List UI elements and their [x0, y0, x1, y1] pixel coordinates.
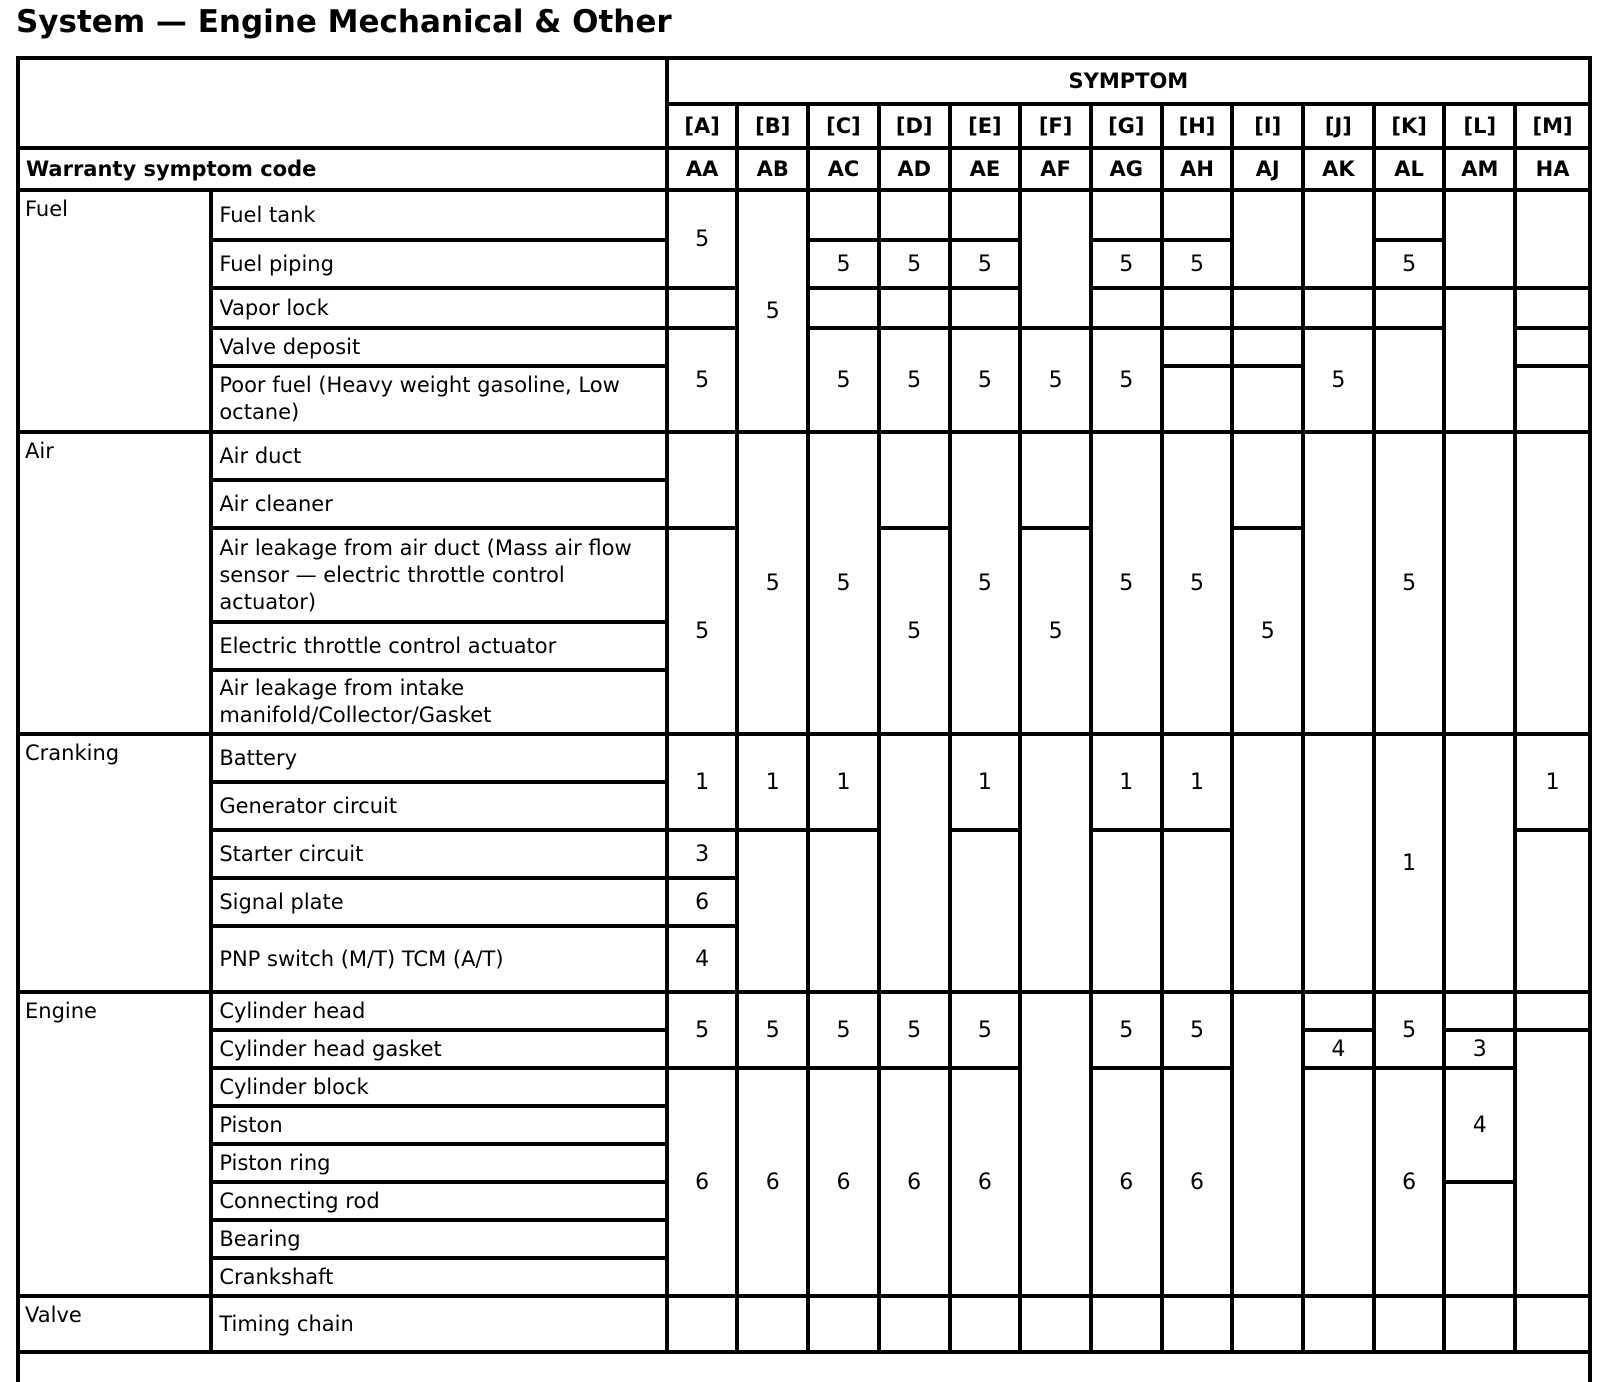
empty-cell: [1091, 190, 1162, 240]
code-ak: AK: [1303, 148, 1374, 190]
value-cell: 5: [1091, 432, 1162, 734]
empty-cell: [1232, 366, 1303, 432]
item-cylinder-head: Cylinder head: [211, 992, 666, 1030]
value-cell: 5: [667, 992, 738, 1068]
empty-cell: [808, 1296, 879, 1352]
group-fuel: Fuel: [20, 190, 211, 432]
empty-cell: [1444, 288, 1515, 432]
value-cell: 1: [950, 734, 1021, 830]
letter-h: [H]: [1162, 104, 1233, 148]
item-fuel-piping: Fuel piping: [211, 240, 666, 288]
value-cell: 5: [1091, 240, 1162, 288]
code-aa: AA: [667, 148, 738, 190]
empty-cell: [1232, 328, 1303, 366]
empty-cell: [1374, 328, 1445, 432]
empty-cell: [950, 1296, 1021, 1352]
item-cylinder-head-gasket: Cylinder head gasket: [211, 1030, 666, 1068]
empty-cell: [1232, 190, 1303, 288]
value-cell: 6: [667, 878, 738, 926]
value-cell: 5: [1162, 992, 1233, 1068]
empty-cell: [950, 190, 1021, 240]
empty-cell: [1515, 1296, 1588, 1352]
empty-cell: [1020, 1296, 1091, 1352]
value-cell: 5: [808, 328, 879, 432]
empty-cell: [879, 1296, 950, 1352]
value-cell: 5: [1162, 240, 1233, 288]
code-ha: HA: [1515, 148, 1588, 190]
empty-cell: [1232, 1296, 1303, 1352]
value-cell: 5: [950, 992, 1021, 1068]
empty-cell: [667, 1296, 738, 1352]
empty-cell: [1444, 734, 1515, 992]
value-cell: 5: [879, 328, 950, 432]
code-ag: AG: [1091, 148, 1162, 190]
item-air-cleaner: Air cleaner: [211, 480, 666, 528]
item-air-duct: Air duct: [211, 432, 666, 480]
code-al: AL: [1374, 148, 1445, 190]
empty-cell: [1303, 432, 1374, 734]
empty-cell: [879, 190, 950, 240]
value-cell: 4: [1303, 1030, 1374, 1068]
letter-e: [E]: [950, 104, 1021, 148]
value-cell: 6: [667, 1068, 738, 1296]
item-battery: Battery: [211, 734, 666, 782]
value-cell: 6: [808, 1068, 879, 1296]
item-pnp-switch: PNP switch (M/T) TCM (A/T): [211, 926, 666, 992]
empty-cell: [1515, 830, 1588, 992]
code-aj: AJ: [1232, 148, 1303, 190]
empty-cell: [1162, 288, 1233, 328]
item-timing-chain: Timing chain: [211, 1296, 666, 1352]
item-cylinder-block: Cylinder block: [211, 1068, 666, 1106]
value-cell: 5: [667, 190, 738, 288]
empty-cell: [1162, 366, 1233, 432]
value-cell: 6: [1374, 1068, 1445, 1296]
empty-cell: [1303, 992, 1374, 1030]
item-poor-fuel: Poor fuel (Heavy weight gasoline, Low octane): [211, 366, 666, 432]
value-cell: 5: [808, 432, 879, 734]
empty-cell: [737, 1296, 808, 1352]
symptom-header: SYMPTOM: [667, 60, 1588, 104]
empty-cell: [1515, 1030, 1588, 1296]
item-bearing: Bearing: [211, 1220, 666, 1258]
code-ac: AC: [808, 148, 879, 190]
value-cell: 1: [737, 734, 808, 830]
item-starter-circuit: Starter circuit: [211, 830, 666, 878]
empty-cell: [667, 288, 738, 328]
empty-cell: [1162, 1296, 1233, 1352]
empty-cell: [1303, 1068, 1374, 1296]
symptom-table: [16, 56, 1592, 1382]
item-piston: Piston: [211, 1106, 666, 1144]
empty-cell: [1020, 992, 1091, 1296]
value-cell: 5: [737, 992, 808, 1068]
empty-cell: [950, 830, 1021, 992]
item-air-leakage-manifold: Air leakage from intake manifold/Collector/Gasket: [211, 670, 666, 734]
empty-cell: [1162, 830, 1233, 992]
value-cell: 1: [1091, 734, 1162, 830]
empty-cell: [1374, 1296, 1445, 1352]
empty-cell: [1444, 1182, 1515, 1296]
empty-cell: [1515, 432, 1588, 734]
letter-c: [C]: [808, 104, 879, 148]
value-cell: 5: [1232, 528, 1303, 734]
empty-cell: [1162, 328, 1233, 366]
item-valve-deposit: Valve deposit: [211, 328, 666, 366]
letter-m: [M]: [1515, 104, 1588, 148]
group-engine: Engine: [20, 992, 211, 1296]
value-cell: 1: [667, 734, 738, 830]
value-cell: 5: [1162, 432, 1233, 734]
empty-cell: [1303, 190, 1374, 288]
empty-cell: [1303, 734, 1374, 992]
value-cell: 5: [950, 240, 1021, 288]
empty-cell: [1091, 288, 1162, 328]
value-cell: 5: [667, 328, 738, 432]
item-crankshaft: Crankshaft: [211, 1258, 666, 1296]
empty-cell: [1232, 432, 1303, 528]
item-connecting-rod: Connecting rod: [211, 1182, 666, 1220]
value-cell: 5: [667, 528, 738, 734]
value-cell: 5: [879, 528, 950, 734]
empty-cell: [1515, 992, 1588, 1030]
value-cell: 5: [950, 432, 1021, 734]
value-cell: 5: [737, 190, 808, 432]
value-cell: 5: [1374, 240, 1445, 288]
item-electric-throttle: Electric throttle control actuator: [211, 622, 666, 670]
empty-cell: [1515, 190, 1588, 288]
letter-g: [G]: [1091, 104, 1162, 148]
empty-cell: [879, 432, 950, 528]
value-cell: 5: [1020, 528, 1091, 734]
empty-cell: [950, 288, 1021, 328]
group-valve: Valve: [20, 1296, 211, 1352]
value-cell: 1: [1515, 734, 1588, 830]
value-cell: 6: [1162, 1068, 1233, 1296]
value-cell: 5: [879, 240, 950, 288]
value-cell: 5: [1374, 992, 1445, 1068]
value-cell: 5: [737, 432, 808, 734]
empty-cell: [1232, 288, 1303, 328]
group-air: Air: [20, 432, 211, 734]
letter-j: [J]: [1303, 104, 1374, 148]
empty-cell: [879, 734, 950, 992]
empty-cell: [808, 190, 879, 240]
value-cell: 5: [879, 992, 950, 1068]
empty-cell: [1444, 432, 1515, 734]
empty-cell: [1515, 366, 1588, 432]
empty-cell: [1232, 992, 1303, 1296]
empty-cell: [737, 830, 808, 992]
value-cell: 5: [1020, 328, 1091, 432]
value-cell: 3: [1444, 1030, 1515, 1068]
value-cell: 6: [1091, 1068, 1162, 1296]
empty-cell: [1444, 1296, 1515, 1352]
empty-cell: [1444, 190, 1515, 288]
empty-cell: [1232, 734, 1303, 992]
letter-d: [D]: [879, 104, 950, 148]
warranty-code-label: Warranty symptom code: [20, 148, 667, 190]
letter-b: [B]: [737, 104, 808, 148]
empty-cell: [879, 288, 950, 328]
empty-cell: [1020, 190, 1091, 328]
letter-f: [F]: [1020, 104, 1091, 148]
empty-cell: [808, 288, 879, 328]
empty-cell: [1162, 190, 1233, 240]
item-generator-circuit: Generator circuit: [211, 782, 666, 830]
value-cell: 6: [879, 1068, 950, 1296]
empty-cell: [1303, 288, 1374, 328]
letter-i: [I]: [1232, 104, 1303, 148]
item-air-leakage-duct: Air leakage from air duct (Mass air flow sensor — electric throttle control actuator): [211, 528, 666, 622]
empty-cell: [667, 432, 738, 528]
item-piston-ring: Piston ring: [211, 1144, 666, 1182]
empty-cell: [1444, 992, 1515, 1030]
empty-cell: [808, 830, 879, 992]
value-cell: 5: [1374, 432, 1445, 734]
empty-cell: [1374, 190, 1445, 240]
empty-cell: [1303, 1296, 1374, 1352]
header-blank: [20, 60, 667, 148]
value-cell: 5: [808, 240, 879, 288]
code-ad: AD: [879, 148, 950, 190]
value-cell: 4: [667, 926, 738, 992]
value-cell: 1: [808, 734, 879, 830]
empty-cell: [1515, 288, 1588, 328]
value-cell: 5: [950, 328, 1021, 432]
code-ah: AH: [1162, 148, 1233, 190]
value-cell: 6: [950, 1068, 1021, 1296]
item-fuel-tank: Fuel tank: [211, 190, 666, 240]
empty-cell: [1091, 830, 1162, 992]
value-cell: 5: [808, 992, 879, 1068]
item-signal-plate: Signal plate: [211, 878, 666, 926]
empty-cell: [1020, 734, 1091, 992]
code-am: AM: [1444, 148, 1515, 190]
value-cell: 1: [1374, 734, 1445, 992]
value-cell: 5: [1091, 328, 1162, 432]
letter-k: [K]: [1374, 104, 1445, 148]
group-cranking: Cranking: [20, 734, 211, 992]
code-af: AF: [1020, 148, 1091, 190]
page-title: System — Engine Mechanical & Other: [16, 4, 672, 40]
empty-cell: [1020, 432, 1091, 528]
item-vapor-lock: Vapor lock: [211, 288, 666, 328]
value-cell: 6: [737, 1068, 808, 1296]
letter-l: [L]: [1444, 104, 1515, 148]
value-cell: 3: [667, 830, 738, 878]
code-ae: AE: [950, 148, 1021, 190]
value-cell: 5: [1091, 992, 1162, 1068]
value-cell: 5: [1303, 328, 1374, 432]
empty-cell: [1374, 288, 1445, 328]
empty-cell: [1091, 1296, 1162, 1352]
code-ab: AB: [737, 148, 808, 190]
value-cell: 1: [1162, 734, 1233, 830]
value-cell: 4: [1444, 1068, 1515, 1182]
letter-a: [A]: [667, 104, 738, 148]
